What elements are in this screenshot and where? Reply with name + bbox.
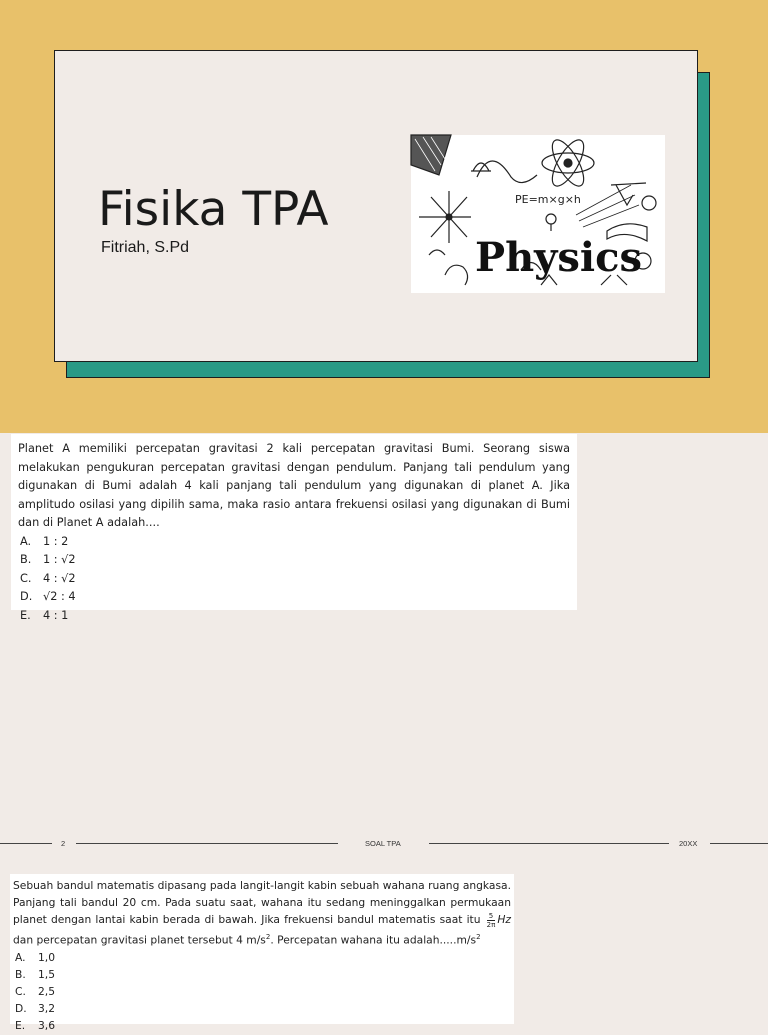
title-slide — [0, 0, 768, 433]
question-text: Planet A memiliki percepatan gravitasi 2 kali percepatan gravitasi Bumi. Seorang siswa melakukan pengukuran percepatan gravitasi dengan pendulum. Panjang tali pendulum yang digunakan di Bumi adalah 4 kali panjang tali pendulum yang digunakan di planet A. Jika amplitudo osilasi yang dipilih sama, maka rasio antara frekuensi osilasi yang digunakan di Bumi dan di Planet A adalah.... — [18, 442, 570, 529]
options-list — [13, 949, 511, 1035]
physics-word: Physics — [475, 234, 642, 281]
page-number: 2 — [61, 839, 66, 848]
formula-label: PE=m×g×h — [515, 193, 581, 206]
footer-title: SOAL TPA — [365, 839, 401, 848]
option-e: E. 4 : 1 — [20, 608, 69, 622]
footer-date: 20XX — [679, 839, 698, 848]
footer-divider — [76, 843, 338, 844]
physics-doodle-image — [411, 135, 665, 293]
slide-footer — [0, 836, 768, 852]
option-d: D. √2 : 4 — [20, 590, 76, 603]
question-text: Sebuah bandul matematis dipasang pada langit-langit kabin sebuah wahana ruang angkasa. Panjang tali bandul 20 cm. Pada suatu saat, wahana itu sedang meninggalkan permukaan planet dengan lantai kabin berada di bawah. Jika frekuensi bandul matematis saat itu $\frac{5}{2\pi}$ Hz dan percepatan gravitasi planet tersebut 4 $m/s^2$. Percepatan wahana itu $adalah.....m/s^2$ — [13, 879, 511, 947]
option-a: A. 1,0 — [15, 950, 55, 964]
options-list — [18, 533, 570, 626]
frequency-fraction: $\frac{5}{2\pi}$ — [486, 911, 496, 929]
option-d: D. 3,2 — [15, 1002, 55, 1016]
option-c: C. 2,5 — [15, 985, 55, 999]
footer-divider — [0, 843, 52, 844]
slide-title: Fisika TPA — [98, 182, 329, 237]
question-2 — [10, 874, 514, 1033]
option-b: B. 1,5 — [15, 967, 55, 981]
option-c: C. 4 : √2 — [20, 571, 76, 585]
question-1 — [11, 434, 577, 622]
slide-subtitle: Fitriah, S.Pd — [101, 239, 190, 256]
footer-divider — [429, 843, 669, 844]
option-b: B. 1 : √2 — [20, 553, 76, 566]
option-a: A. 1 : 2 — [20, 534, 69, 548]
footer-divider — [710, 843, 768, 844]
option-e: E. 3,6 — [15, 1019, 55, 1033]
